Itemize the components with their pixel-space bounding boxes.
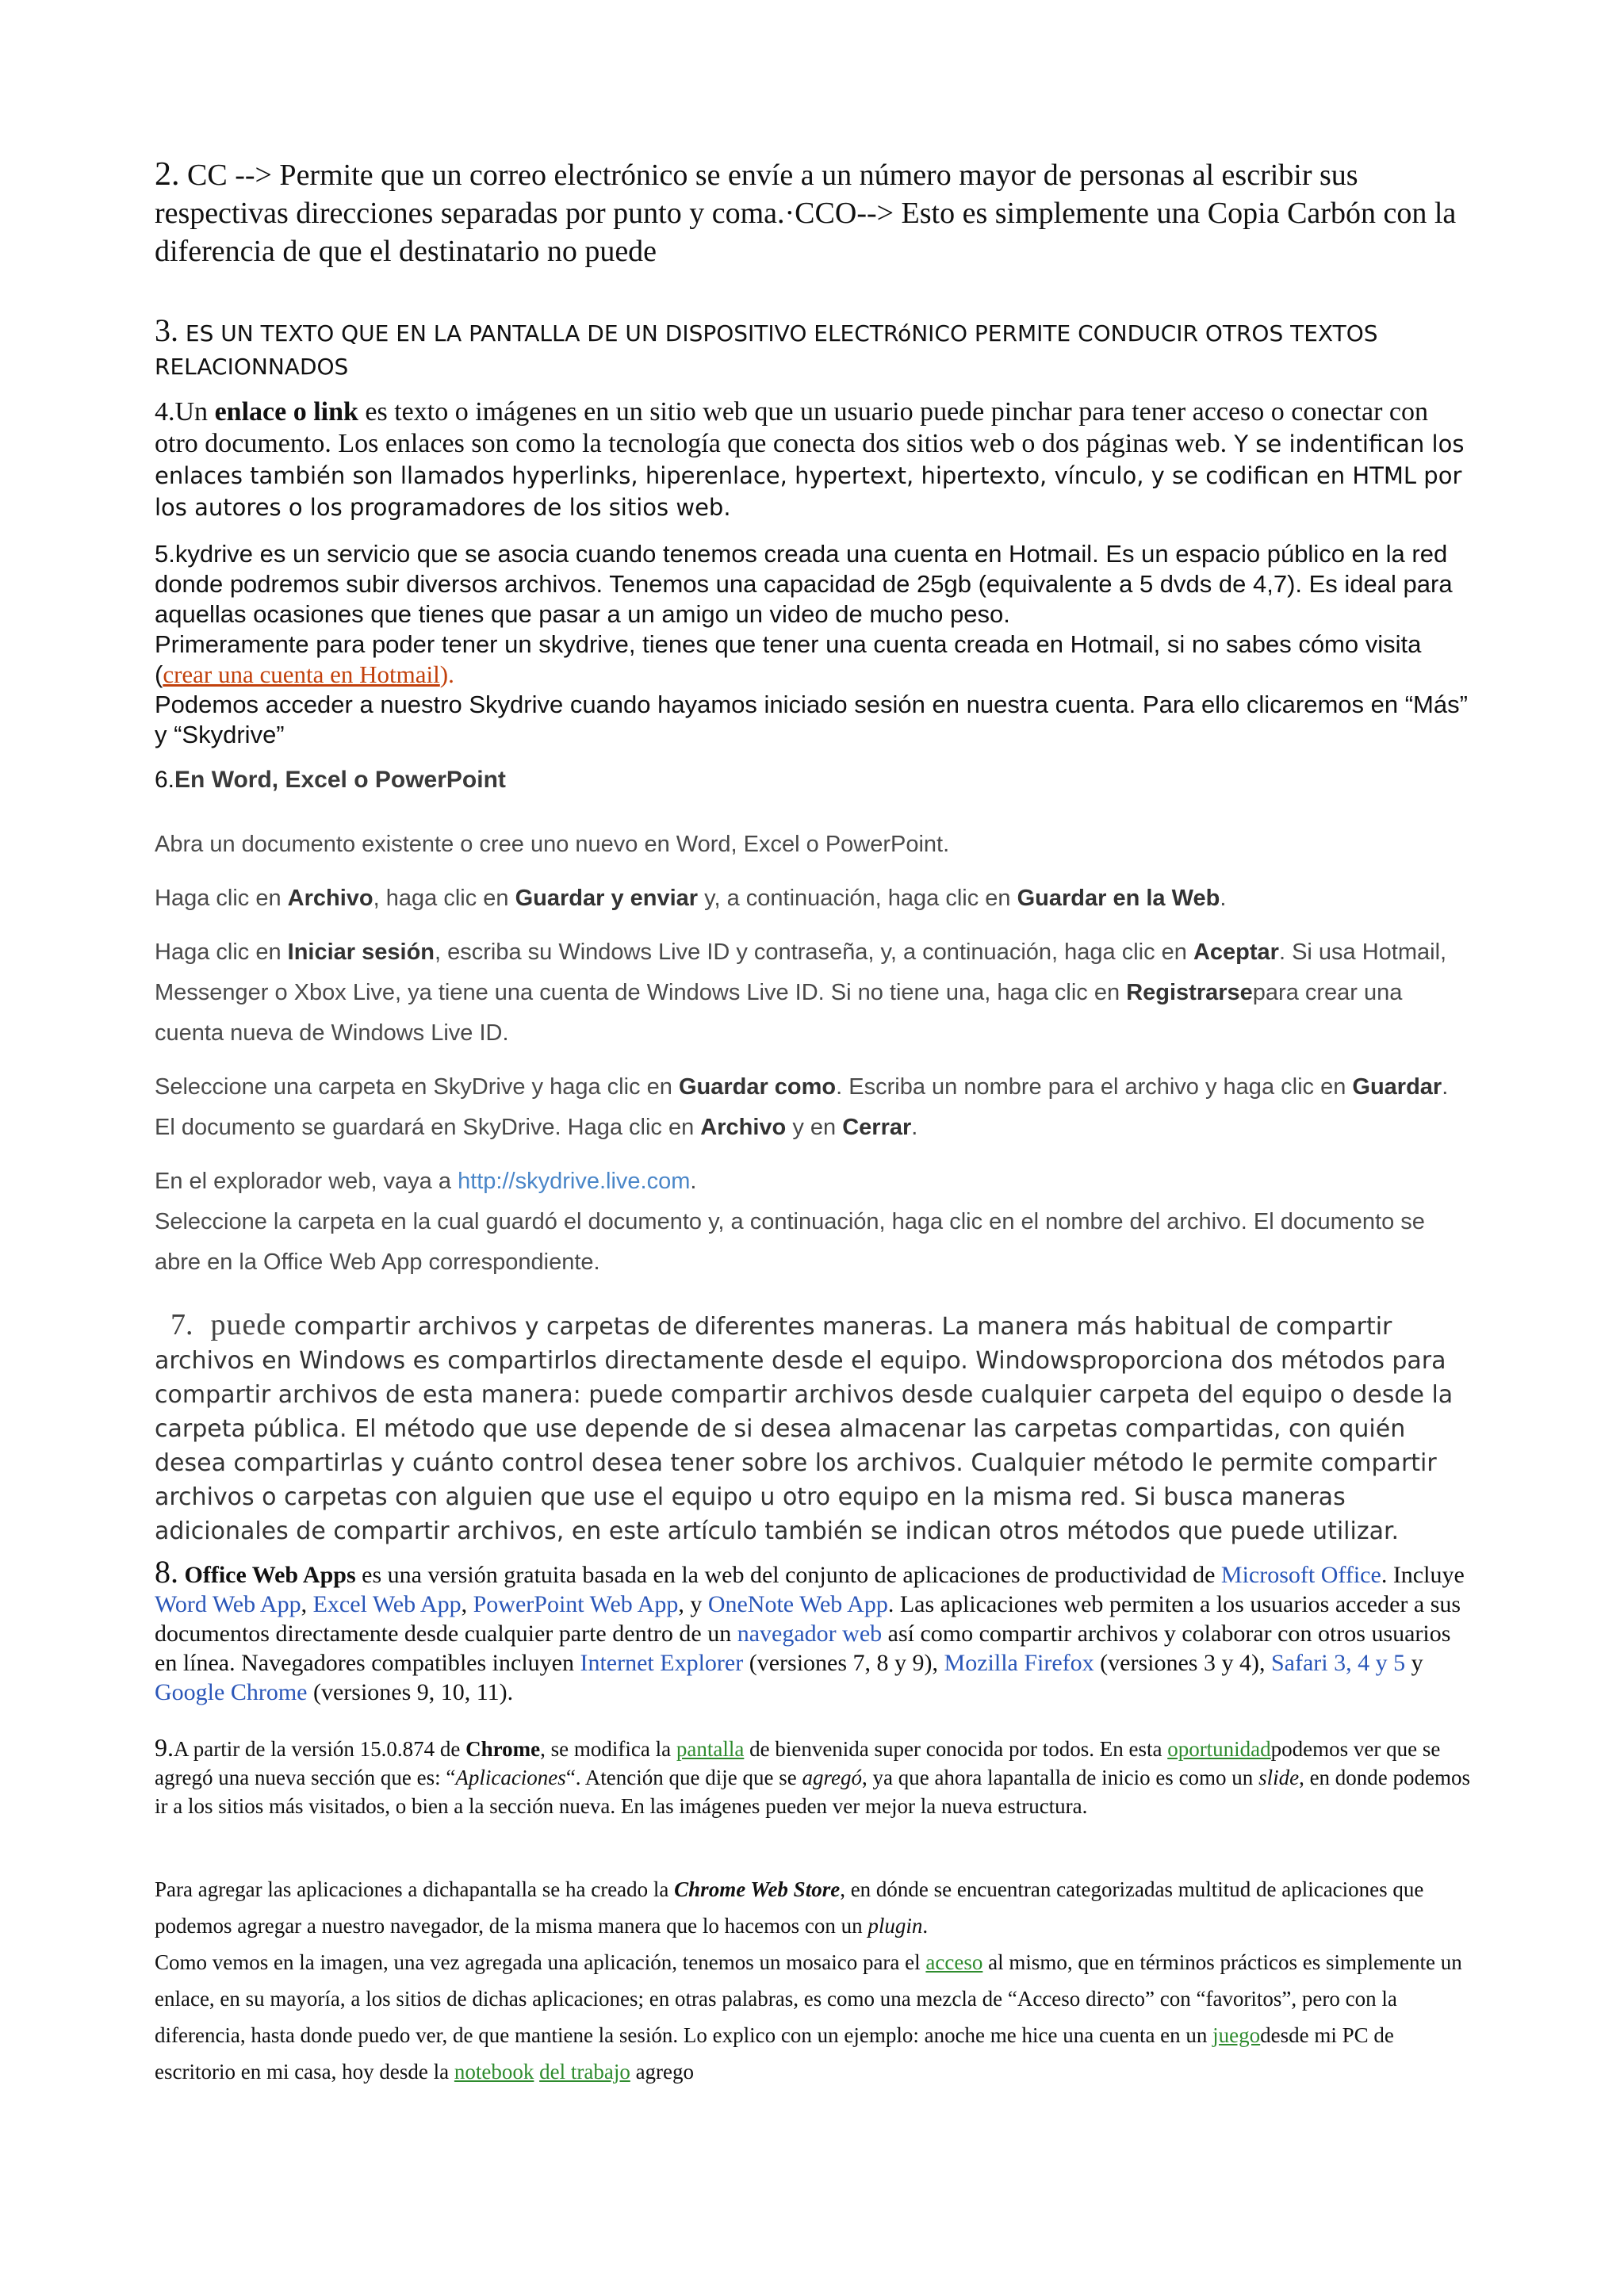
section-7-word: puede (210, 1308, 287, 1341)
pantalla-link[interactable]: pantalla (676, 1737, 745, 1761)
step-2-text-c: y, a continuación, haga clic en (698, 886, 1017, 911)
step-3-registrarse: Registrarse (1126, 980, 1253, 1005)
cws-para-2 (155, 1944, 1471, 2090)
step-5-text-b: . (690, 1169, 697, 1194)
step-4-text-a: Seleccione una carpeta en SkyDrive y haga clic en (155, 1074, 679, 1100)
microsoft-office-link[interactable]: Microsoft Office (1220, 1562, 1381, 1588)
section-2 (155, 155, 1471, 270)
step-2 (155, 878, 1471, 919)
step-3-text-b: , escriba su Windows Live ID y contraseña, y, a continuación, haga clic en (435, 939, 1193, 965)
chrome-web-store-title: Chrome Web Store (674, 1877, 841, 1901)
section-4-bold-term: enlace o link (214, 397, 358, 427)
section-4 (155, 396, 1471, 523)
cws-text-2: , en dónde se encuentran categorizadas multitud de aplicaciones que podemos agregar a nuestro navegador, de la misma manera que lo hacemos con un (155, 1877, 1424, 1938)
step-3 (155, 932, 1471, 1054)
section-5-number: 5. (155, 540, 175, 568)
step-2-guardar-web: Guardar en la Web (1017, 886, 1220, 911)
section-3-text: ES UN TEXTO QUE EN LA PANTALLA DE UN DISPOSITIVO ELECTRóNICO PERMITE CONDUCIR OTROS TEXTOS RELACIONNADOS (155, 320, 1378, 380)
step-5 (155, 1161, 1471, 1202)
step-4-guardar: Guardar (1352, 1074, 1442, 1100)
section-5-para-3 (155, 690, 1471, 750)
section-7-number: 7. (170, 1308, 193, 1341)
step-4-guardar-como: Guardar como (678, 1074, 837, 1100)
hotmail-account-link[interactable]: crear una cuenta en Hotmail (163, 660, 440, 688)
navegador-web-link[interactable]: navegador web (737, 1621, 883, 1647)
section-6-title: En Word, Excel o PowerPoint (174, 767, 506, 793)
step-4-archivo: Archivo (700, 1115, 787, 1140)
step-3-text-d: para crear una cuenta nueva de Windows Live ID. (155, 980, 1403, 1046)
cws-text-6: desde mi PC de escritorio en mi casa, hoy desde la (155, 2023, 1394, 2084)
section-9-chrome: Chrome (465, 1737, 541, 1761)
step-2-text-d: . (1220, 886, 1227, 911)
section-2-number: 2. (155, 156, 180, 193)
section-8-text-2: . Incluye (1381, 1562, 1465, 1588)
notebook-link[interactable]: notebook (454, 2060, 534, 2084)
section-8-number: 8. (155, 1554, 178, 1590)
section-9-text-5: “. Atención que dije que se (565, 1766, 802, 1789)
cws-text-1: Para agregar las aplicaciones a dichapantalla se ha creado la (155, 1877, 675, 1901)
section-8-text-8: (versiones 7, 8 y 9), (743, 1650, 944, 1676)
onenote-web-app-link[interactable]: OneNote Web App (707, 1591, 888, 1617)
del-trabajo-link[interactable]: del trabajo (539, 2060, 630, 2084)
section-8-text-3: , (301, 1591, 313, 1617)
section-4-text-c: Y se indentifican los enlaces también son llamados hyperlinks, hiperenlace, hypertext, hipertexto, vínculo, y se codifican en HTML por los autores o los programadores de los sitios web. (155, 430, 1465, 521)
section-8-text-7: así como compartir archivos y colaborar con otros usuarios en línea. Navegadores compatibles incluyen (155, 1621, 1451, 1676)
section-4-text-b: es texto o imágenes en un sitio web que un usuario puede pinchar para tener acceso o conectar con otro documento. Los enlaces son como la tecnología que conecta dos sitios web o dos páginas web. (155, 397, 1428, 458)
skydrive-url-link[interactable]: http://skydrive.live.com (458, 1169, 691, 1194)
section-9-agrego: agregó (802, 1766, 862, 1789)
excel-web-app-link[interactable]: Excel Web App (312, 1591, 462, 1617)
step-1-text: Abra un documento existente o cree uno nuevo en Word, Excel o PowerPoint. (155, 832, 950, 857)
step-5-text-a: En el explorador web, vaya a (155, 1169, 458, 1194)
mozilla-firefox-link[interactable]: Mozilla Firefox (944, 1650, 1094, 1676)
section-9-text-7: , en donde podemos ir a los sitios más visitados, o bien a la sección nueva. En las imágenes pueden ver mejor la nueva estructura. (155, 1766, 1471, 1818)
section-7 (155, 1308, 1471, 1548)
step-4-text-b: . Escriba un nombre para el archivo y haga clic en (836, 1074, 1353, 1100)
section-8-text-9: (versiones 3 y 4), (1094, 1650, 1271, 1676)
section-5-text-2b: ). (439, 660, 454, 688)
section-8-text-11: (versiones 9, 10, 11). (307, 1679, 514, 1705)
word-web-app-link[interactable]: Word Web App (155, 1591, 301, 1617)
step-2-guardar-enviar: Guardar y enviar (515, 886, 699, 911)
section-4-text-a: Un (174, 397, 215, 427)
section-9-text-1: A partir de la versión 15.0.874 de (174, 1737, 466, 1761)
cws-para-1 (155, 1871, 1471, 1944)
section-8-text-6: . Las aplicaciones web permiten a los usuarios acceder a sus documentos directamente desde cualquier parte dentro de un (155, 1591, 1461, 1647)
section-5-para-2 (155, 629, 1471, 690)
acceso-link[interactable]: acceso (925, 1950, 983, 1974)
step-3-text-a: Haga clic en (155, 939, 288, 965)
section-9-text-3: de bienvenida super conocida por todos. En esta (744, 1737, 1168, 1761)
section-8-text-1: es una versión gratuita basada en la web del conjunto de aplicaciones de productividad de (355, 1562, 1221, 1588)
section-3-number: 3. (155, 312, 178, 348)
step-2-archivo: Archivo (287, 886, 373, 911)
section-9-text-2: , se modifica la (540, 1737, 676, 1761)
section-6-number: 6. (155, 767, 175, 793)
section-5-para-1 (155, 539, 1471, 629)
section-5-text-3: Podemos acceder a nuestro Skydrive cuando hayamos iniciado sesión en nuestra cuenta. Para ello clicaremos en “Más” y “Skydrive” (155, 691, 1468, 748)
section-9-number: 9. (155, 1733, 174, 1762)
cws-text-8: agrego (630, 2060, 695, 2084)
safari-link[interactable]: Safari 3, 4 y 5 (1270, 1650, 1406, 1676)
step-3-text-c: . Si usa Hotmail, Messenger o Xbox Live, ya tiene una cuenta de Windows Live ID. Si no tiene una, haga clic en (155, 939, 1447, 1005)
section-5-text-2a: Primeramente para poder tener un skydrive, tienes que tener una cuenta creada en Hotmail, si no sabes cómo visita ( (155, 630, 1422, 688)
section-8-bold-term: Office Web Apps (184, 1562, 356, 1588)
section-5 (155, 539, 1471, 750)
cws-text-4: Como vemos en la imagen, una vez agregada una aplicación, tenemos un mosaico para el (155, 1950, 926, 1974)
step-4-cerrar: Cerrar (842, 1115, 912, 1140)
section-9-aplicaciones: Aplicaciones (455, 1766, 566, 1789)
juego-link[interactable]: juego (1212, 2023, 1261, 2047)
section-6-heading (155, 764, 1471, 796)
step-3-aceptar: Aceptar (1193, 939, 1279, 965)
cws-text-5: al mismo, que en términos prácticos es simplemente un enlace, en su mayoría, a los sitios de dichas aplicaciones; en otras palabras, es como una mezcla de “Acceso directo” con “favoritos”, pero con la diferencia, hasta donde puedo ver, de que mantiene la sesión. Lo explico con un ejemplo: anoche me hice una cuenta en un (155, 1950, 1462, 2047)
section-5-text-1: kydrive es un servicio que se asocia cuando tenemos creada una cuenta en Hotmail. Es un espacio público en la red donde podremos subir diversos archivos. Tenemos una capacidad de 25gb (equivalente a 5 dvds de 4,7). Es ideal para aquellas ocasiones que tienes que pasar a un amigo un video de mucho peso. (155, 540, 1453, 628)
section-8-text-10: y (1405, 1650, 1423, 1676)
powerpoint-web-app-link[interactable]: PowerPoint Web App (473, 1591, 679, 1617)
step-6-text: Seleccione la carpeta en la cual guardó el documento y, a continuación, haga clic en el nombre del archivo. El documento se abre en la Office Web App correspondiente. (155, 1209, 1425, 1275)
step-1 (155, 825, 1471, 865)
section-9 (155, 1733, 1471, 1820)
step-6 (155, 1202, 1471, 1283)
section-9-text-4: podemos ver que se agregó una nueva sección que es: “ (155, 1737, 1441, 1789)
section-8 (155, 1554, 1471, 1707)
step-3-iniciar-sesion: Iniciar sesión (287, 939, 435, 965)
oportunidad-link[interactable]: oportunidad (1167, 1737, 1271, 1761)
google-chrome-link[interactable]: Google Chrome (155, 1679, 308, 1705)
step-2-text-b: , haga clic en (373, 886, 515, 911)
step-4-text-c: . El documento se guardará en SkyDrive. Haga clic en (155, 1074, 1449, 1140)
section-2-text: CC --> Permite que un correo electrónico se envíe a un número mayor de personas al escribir sus respectivas direcciones separadas por punto y coma.·CCO--> Esto es simplemente una Copia Carbón con la diferencia de que el destinatario no puede (155, 159, 1457, 268)
internet-explorer-link[interactable]: Internet Explorer (580, 1650, 744, 1676)
section-6-body (155, 825, 1471, 1283)
step-2-text-a: Haga clic en (155, 886, 288, 911)
section-8-text-4: , (461, 1591, 473, 1617)
section-3 (155, 314, 1471, 384)
step-4 (155, 1067, 1471, 1148)
section-8-text-5: , y (678, 1591, 708, 1617)
section-7-text: compartir archivos y carpetas de diferentes maneras. La manera más habitual de compartir archivos en Windows es compartirlos directamente desde el equipo. Windowsproporciona dos métodos para compartir archivos de esta manera: puede compartir archivos desde cualquier carpeta del equipo o desde la carpeta pública. El método que use depende de si desea almacenar las carpetas compartidas, con quién desea compartirlas y cuánto control desea tener sobre los archivos. Cualquier método le permite compartir archivos o carpetas con alguien que use el equipo u otro equipo en la misma red. Si busca maneras adicionales de compartir archivos, en este artículo también se indican otros métodos que puede utilizar. (155, 1313, 1454, 1545)
step-4-text-e: . (911, 1115, 918, 1140)
section-9-slide: slide (1258, 1766, 1300, 1789)
step-4-text-d: y en (786, 1115, 843, 1140)
cws-text-3: . (922, 1914, 929, 1938)
section-9-text-6: , ya que ahora lapantalla de inicio es como un (861, 1766, 1259, 1789)
chrome-web-store-paragraph (155, 1871, 1471, 2090)
section-4-number: 4. (155, 397, 175, 427)
cws-plugin: plugin (868, 1914, 923, 1938)
